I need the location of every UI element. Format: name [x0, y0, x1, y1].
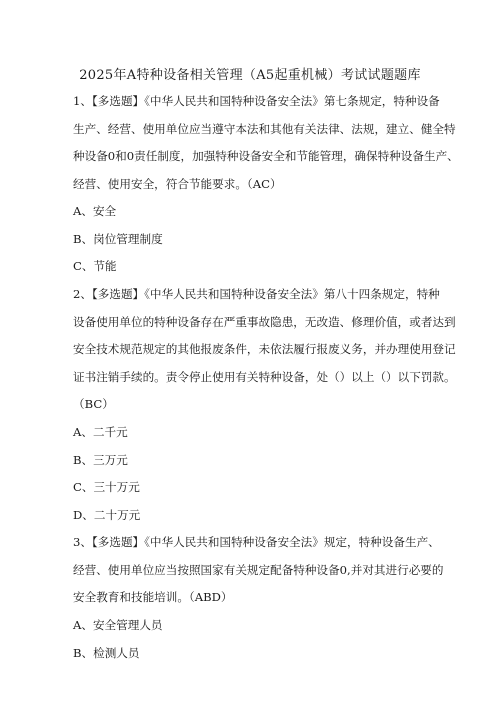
question-3-line-1: 3、【多选题】《中华人民共和国特种设备安全法》规定，特种设备生产、: [73, 535, 440, 550]
question-3: [73, 531, 444, 665]
question-list: [73, 90, 459, 669]
question-1-option-b: B、岗位管理制度: [73, 231, 163, 246]
question-1-line-4: 经营、使用安全，符合节能要求。（AC）: [73, 176, 282, 191]
question-1-option-a: A、安全: [73, 204, 117, 219]
question-2-line-4: 证书注销手续的。责令停止使用有关特种设备，处（）以上（）以下罚款。: [73, 369, 456, 384]
question-2-option-c: C、三十万元: [73, 480, 140, 495]
question-3-line-2: 经营、使用单位应当按照国家有关规定配备特种设备0,并对其进行必要的: [73, 562, 444, 577]
question-2-option-a: A、二千元: [73, 424, 128, 439]
question-2-option-d: D、二十万元: [73, 507, 141, 522]
document-title: 2025年A特种设备相关管理（A5起重机械）考试试题题库: [79, 68, 421, 83]
question-1-option-c: C、节能: [73, 259, 117, 274]
question-1-line-3: 种设备0和0责任制度，加强特种设备安全和节能管理，确保特种设备生产、: [73, 149, 459, 164]
question-3-stem: [73, 531, 444, 614]
question-2: [73, 283, 456, 527]
question-2-line-3: 安全技术规范规定的其他报废条件，未依法履行报废义务，并办理使用登记: [73, 342, 456, 357]
question-2-line-1: 2、【多选题】《中华人民共和国特种设备安全法》第八十四条规定，特种: [73, 287, 440, 302]
question-2-line-5: （BC）: [73, 397, 114, 412]
question-1: [73, 90, 459, 279]
question-3-option-a: A、安全管理人员: [73, 617, 163, 632]
question-2-stem: [73, 283, 456, 421]
question-1-stem: [73, 90, 459, 200]
question-3-option-b: B、检测人员: [73, 645, 140, 660]
question-1-line-1: 1、【多选题】《中华人民共和国特种设备安全法》第七条规定，特种设备: [73, 94, 440, 108]
question-1-line-2: 生产、经营、使用单位应当遵守本法和其他有关法律、法规，建立、健全特: [73, 121, 456, 136]
question-3-line-3: 安全教育和技能培训。（ABD）: [73, 590, 233, 605]
question-2-line-2: 设备使用单位的特种设备存在严重事故隐患，无改造、修理价值，或者达到: [73, 314, 456, 329]
question-2-option-b: B、三万元: [73, 452, 128, 467]
